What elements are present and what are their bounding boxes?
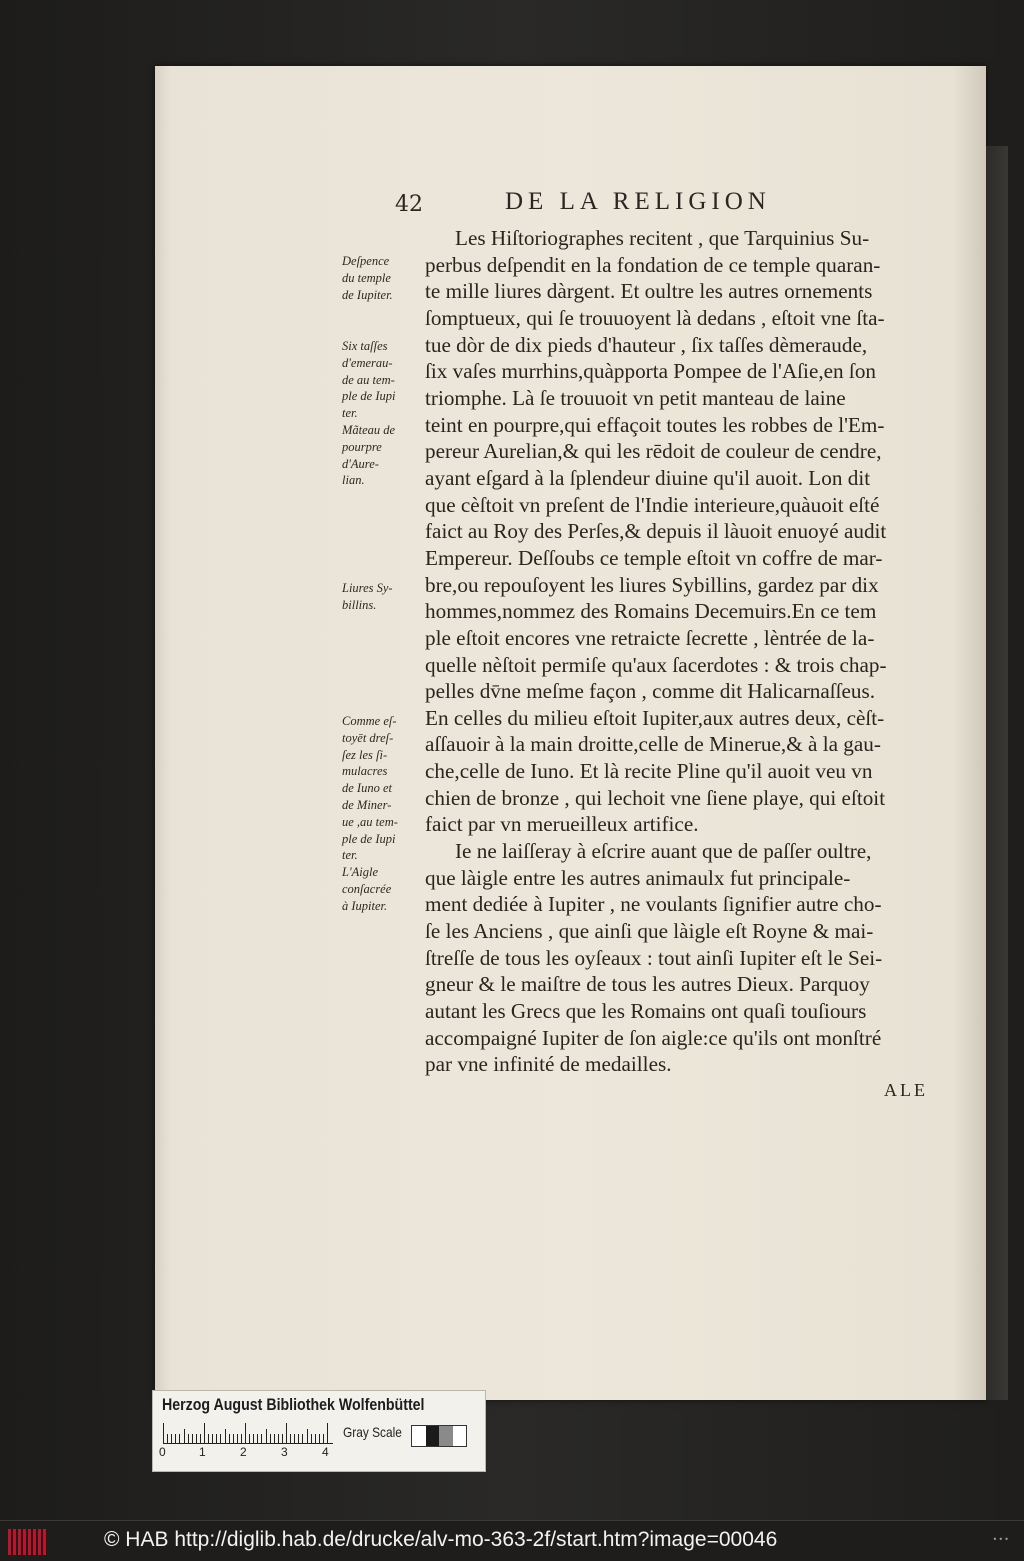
ruler-tick <box>266 1429 267 1443</box>
ruler-tick <box>237 1434 238 1443</box>
marginal-line: toyēt dreſ- <box>342 730 394 745</box>
ruler-tick <box>184 1429 185 1443</box>
ruler-tick <box>225 1429 226 1443</box>
marginal-line: du temple <box>342 270 391 285</box>
ruler-label: 2 <box>240 1445 247 1459</box>
marginal-line: de au tem- <box>342 372 395 387</box>
ruler-tick <box>208 1434 209 1443</box>
marginal-line: à Iupiter. <box>342 898 388 913</box>
body-line: perbus deſpendit en la fondation de ce temple quaran- <box>425 252 881 277</box>
footer-dots-icon: ••• <box>992 1535 1010 1544</box>
marginal-line: de Iuno et <box>342 781 392 796</box>
marginal-line: ple de Iupi <box>342 389 396 404</box>
body-line: En celles du milieu eſtoit Iupiter,aux autres deux, cèſt- <box>425 705 885 730</box>
body-line: ſix vaſes murrhins,quàpporta Pompee de l'Aſie,en ſon <box>425 359 877 384</box>
marginal-line: conſacrée <box>342 881 392 896</box>
body-line: pelles dv̄ne meſme façon , comme dit Halicarnaſſeus. <box>425 679 876 704</box>
body-line: ple eſtoit encores vne retraicte ſecrette , lèntrée de la- <box>425 625 875 650</box>
ruler-tick <box>179 1434 180 1443</box>
ruler-tick <box>257 1434 258 1443</box>
marginal-note-temple-cost <box>342 253 424 303</box>
page-number: 42 <box>395 192 423 217</box>
body-line: ment dediée à Iupiter , ne voulants ſignifier autre cho- <box>425 892 882 917</box>
marginal-line: ter. <box>342 848 358 863</box>
ruler-tick <box>249 1434 250 1443</box>
ruler-tick <box>216 1434 217 1443</box>
body-line: che,celle de Iuno. Et là recite Pline qu'il auoit veu vn <box>425 759 873 784</box>
body-line: triomphe. Là ſe trouuoit vn petit manteau de laine <box>425 385 846 410</box>
ruler-tick <box>323 1434 324 1443</box>
body-line: teint en pourpre,qui effaçoit toutes les robbes de l'Em- <box>425 412 885 437</box>
marginal-line: d'Aure- <box>342 456 379 471</box>
body-line: ſtreſſe de tous les oyſeaux : tout ainſi Iupiter eſt le Sei- <box>425 945 883 970</box>
catchword: ALE <box>884 1080 928 1100</box>
body-line: te mille liures dàrgent. Et oultre les autres ornements <box>425 279 873 304</box>
ruler-tick <box>261 1434 262 1443</box>
gray-scale-label: Gray Scale <box>343 1424 402 1440</box>
body-line: faict au Roy des Perſes,& depuis il làuoit enuoyé audit <box>425 519 887 544</box>
marginal-line: ter. <box>342 406 358 421</box>
ruler-tick <box>290 1434 291 1443</box>
body-line: ſe les Anciens , que ainſi que làigle eſt Royne & mai- <box>425 919 874 944</box>
ruler-tick <box>233 1434 234 1443</box>
ruler-tick <box>175 1434 176 1443</box>
body-line: ayant eſgard à la ſplendeur diuine qu'il auoit. Lon dit <box>425 465 871 490</box>
marginal-line: Liures Sy- <box>342 581 393 595</box>
body-line: faict par vn merueilleux artifice. <box>425 812 699 837</box>
marginal-line: Deſpence <box>342 254 390 268</box>
gray-step-mid <box>439 1426 453 1446</box>
ruler-tick <box>212 1434 213 1443</box>
gray-step-white <box>412 1426 426 1446</box>
running-title: DE LA RELIGION <box>505 188 771 215</box>
marginal-line: Comme eſ- <box>342 714 397 728</box>
ruler-tick <box>286 1423 287 1443</box>
ruler-tick <box>307 1429 308 1443</box>
marginal-line: ple de Iupi <box>342 831 396 846</box>
body-line: que cèſtoit vn preſent de l'Indie interieure,quàuoit eſté <box>425 492 880 517</box>
marginal-line: de Iupiter. <box>342 287 393 302</box>
ruler-tick <box>167 1434 168 1443</box>
ruler-tick <box>319 1434 320 1443</box>
ruler-label: 1 <box>199 1445 206 1459</box>
ruler-label: 0 <box>159 1445 166 1459</box>
marginal-line: mulacres <box>342 764 388 779</box>
body-line: tue dòr de dix pieds d'hauteur , ſix taſſes dèmeraude, <box>425 332 868 357</box>
marginal-line: pourpre <box>342 439 382 454</box>
body-line: autant les Grecs que les Romains ont quaſi touſiours <box>425 999 867 1024</box>
gray-step-black <box>426 1426 440 1446</box>
ruler-tick <box>298 1434 299 1443</box>
marginal-line: billins. <box>342 597 377 612</box>
body-line: pereur Aurelian,& qui les rēdoit de couleur de cendre, <box>425 439 882 464</box>
ruler-tick <box>270 1434 271 1443</box>
ruler-tick <box>327 1423 328 1443</box>
marginal-note-cups-mantle <box>342 338 424 489</box>
ruler-tick <box>253 1434 254 1443</box>
color-scale-card <box>152 1390 486 1472</box>
body-line: gneur & le maiſtre de tous les autres Dieux. Parquoy <box>425 972 870 997</box>
ruler-tick <box>274 1434 275 1443</box>
body-text <box>425 225 940 1078</box>
body-line: Empereur. Deſſoubs ce temple eſtoit vn coffre de mar- <box>425 545 883 570</box>
marginal-line: Mãteau de <box>342 422 396 437</box>
ruler-tick <box>196 1434 197 1443</box>
marginal-line: L'Aigle <box>342 865 379 880</box>
ruler-tick <box>315 1434 316 1443</box>
page-header <box>395 188 955 224</box>
marginal-line: ue ,au tem- <box>342 814 398 829</box>
page-edge-shadow <box>986 146 1008 1400</box>
ruler-tick <box>171 1434 172 1443</box>
ruler-tick <box>311 1434 312 1443</box>
ruler-tick <box>220 1434 221 1443</box>
marginal-line: d'emerau- <box>342 355 393 370</box>
marginal-line: lian. <box>342 473 365 488</box>
body-line: accompaigné Iupiter de ſon aigle:ce qu'ils ont monſtré <box>425 1025 882 1050</box>
body-line: chien de bronze , qui lechoit vne ſiene playe, qui eſtoit <box>425 785 886 810</box>
gray-scale-swatch <box>411 1425 467 1447</box>
ruler-tick <box>302 1434 303 1443</box>
marginal-line: de Miner- <box>342 797 392 812</box>
body-line: que làigle entre les autres animaulx fut principale- <box>425 865 851 890</box>
ruler <box>163 1422 333 1444</box>
ruler-tick <box>294 1434 295 1443</box>
marginal-line: Six taſſes <box>342 339 388 353</box>
ruler-tick <box>188 1434 189 1443</box>
hab-logo-icon <box>8 1529 48 1555</box>
body-line: Ie ne laiſſeray à eſcrire auant que de paſſer oultre, <box>455 839 872 864</box>
ruler-tick <box>241 1434 242 1443</box>
body-line: Les Hiſtoriographes recitent , que Tarquinius Su- <box>455 226 870 250</box>
ruler-label: 4 <box>322 1445 329 1459</box>
footer-bar <box>0 1520 1024 1561</box>
ruler-tick <box>278 1434 279 1443</box>
body-line: ſomptueux, qui ſe trouuoyent là dedans , eſtoit vne ſta- <box>425 305 885 330</box>
body-line: aſſauoir à la main droitte,celle de Minerue,& à la gau- <box>425 732 881 757</box>
body-line: quelle nèſtoit permiſe qu'aux ſacerdotes : & trois chap- <box>425 652 887 677</box>
ruler-labels <box>159 1445 349 1461</box>
marginal-line: ſez les ſi- <box>342 747 388 762</box>
ruler-tick <box>204 1423 205 1443</box>
copyright-url[interactable]: © HAB http://diglib.hab.de/drucke/alv-mo-363-2f/start.htm?image=00046 <box>104 1528 778 1551</box>
ruler-tick <box>229 1434 230 1443</box>
marginal-note-statues-eagle <box>342 713 424 915</box>
ruler-tick <box>192 1434 193 1443</box>
body-line: par vne infinité de medailles. <box>425 1052 672 1077</box>
ruler-tick <box>245 1423 246 1443</box>
ruler-tick <box>163 1423 164 1443</box>
ruler-tick <box>282 1434 283 1443</box>
scale-card-title: Herzog August Bibliothek Wolfenbüttel <box>162 1396 425 1414</box>
ruler-label: 3 <box>281 1445 288 1459</box>
body-line: hommes,nommez des Romains Decemuirs.En ce tem <box>425 599 877 624</box>
body-line: bre,ou repouſoyent les liures Sybillins, gardez par dix <box>425 572 879 597</box>
marginal-note-sibylline-books <box>342 580 424 614</box>
ruler-tick <box>200 1434 201 1443</box>
gray-step-white <box>453 1426 467 1446</box>
